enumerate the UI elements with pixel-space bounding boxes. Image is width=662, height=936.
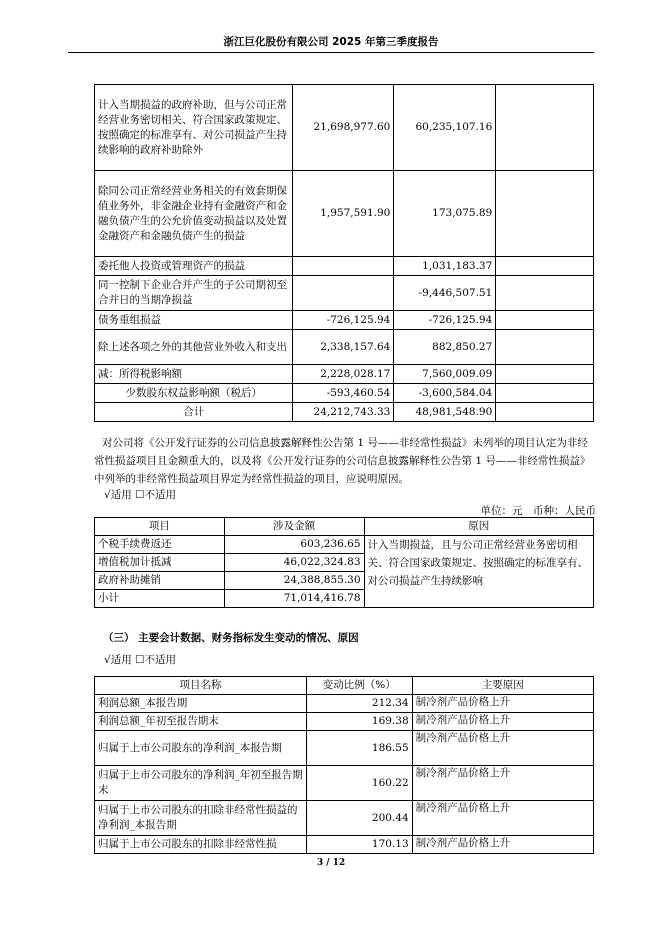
q3-value: -593,460.54 <box>293 384 394 403</box>
ratio-cell: 200.44 <box>306 801 412 836</box>
ratio-cell: 212.34 <box>306 695 412 713</box>
item-cell: 个税手续费返还 <box>95 536 225 554</box>
applicable-flag: √适用 ☐不适用 <box>104 654 176 666</box>
table-row <box>95 766 594 801</box>
row-label: 债务重组损益 <box>95 311 293 330</box>
table-header-row <box>95 677 594 695</box>
table-row <box>95 384 594 403</box>
row-label: 少数股东权益影响额（税后） <box>95 384 293 403</box>
ytd-value: 60,235,107.16 <box>394 85 496 171</box>
table-row <box>95 801 594 836</box>
note-cell <box>496 257 594 276</box>
note-cell <box>496 384 594 403</box>
name-cell: 归属于上市公司股东的扣除非经常性损益的净利润_本报告期 <box>95 801 307 836</box>
amount-cell: 46,022,324.83 <box>224 554 364 572</box>
name-cell: 归属于上市公司股东的净利润_本报告期 <box>95 731 307 766</box>
table-row <box>95 695 594 713</box>
total-label: 合计 <box>95 403 293 422</box>
ytd-value: 173,075.89 <box>394 171 496 257</box>
note-cell <box>496 276 594 311</box>
q3-value: 1,957,591.90 <box>293 171 394 257</box>
ytd-value: 7,560,009.09 <box>394 365 496 384</box>
ytd-value: -3,600,584.04 <box>394 384 496 403</box>
note-cell <box>496 330 594 365</box>
row-label: 除同公司正常经营业务相关的有效套期保值业务外，非金融企业持有金融资产和金融负债产生的公允价值变动损益以及处置金融资产和金融负债产生的损益 <box>95 171 293 257</box>
q3-value <box>293 257 394 276</box>
ratio-cell: 169.38 <box>306 713 412 731</box>
unit-currency-line: 单位：元 币种：人民币 <box>480 505 596 517</box>
header-divider <box>68 52 594 53</box>
table-row <box>95 836 594 854</box>
reason-cell: 制冷剂产品价格上升 <box>412 695 593 713</box>
header-name: 项目名称 <box>95 677 307 695</box>
note-cell <box>496 403 594 422</box>
reason-cell: 制冷剂产品价格上升 <box>412 731 593 766</box>
table-row <box>95 536 594 554</box>
table-row <box>95 731 594 766</box>
table-row <box>95 713 594 731</box>
name-cell: 利润总额_本报告期 <box>95 695 307 713</box>
nonrecurring-table <box>94 84 594 422</box>
change-reasons-table <box>94 676 594 854</box>
header-ratio: 变动比例（%） <box>306 677 412 695</box>
name-cell: 归属于上市公司股东的净利润_年初至报告期末 <box>95 766 307 801</box>
ytd-value: 882,850.27 <box>394 330 496 365</box>
table-header-row <box>95 518 594 536</box>
applicable-flag: √适用 ☐不适用 <box>104 489 176 501</box>
row-label: 减：所得税影响额 <box>95 365 293 384</box>
row-label: 同一控制下企业合并产生的子公司期初至合并日的当期净损益 <box>95 276 293 311</box>
explanation-paragraph: 对公司将《公开发行证券的公司信息披露解释性公告第 1 号——非经常性损益》未列举的项目认定为非经常性损益项目且金额重大的，以及将《公开发行证券的公司信息披露解释性公告第 1 号——非经常性损益》中列举的非经常性损益项目界定为经常性损益的项目，应说明原因。 <box>94 437 591 485</box>
reason-cell: 制冷剂产品价格上升 <box>412 713 593 731</box>
amount-cell: 24,388,855.30 <box>224 572 364 590</box>
header-reason: 主要原因 <box>412 677 593 695</box>
reason-cell: 制冷剂产品价格上升 <box>412 766 593 801</box>
table-row <box>95 311 594 330</box>
row-label: 委托他人投资或管理资产的损益 <box>95 257 293 276</box>
table-row <box>95 365 594 384</box>
header-reason: 原因 <box>364 518 593 536</box>
item-cell: 小计 <box>95 590 225 608</box>
q3-value: -726,125.94 <box>293 311 394 330</box>
table-row <box>95 330 594 365</box>
ytd-value: 1,031,183.37 <box>394 257 496 276</box>
item-cell: 政府补助摊销 <box>95 572 225 590</box>
note-cell <box>496 171 594 257</box>
q3-value: 2,338,157.64 <box>293 330 394 365</box>
table-row <box>95 257 594 276</box>
ratio-cell: 160.22 <box>306 766 412 801</box>
name-cell: 利润总额_年初至报告期末 <box>95 713 307 731</box>
item-cell: 增值税加计抵减 <box>95 554 225 572</box>
row-label: 计入当期损益的政府补助，但与公司正常经营业务密切相关、符合国家政策规定、按照确定的标准享有、对公司损益产生持续影响的政府补助除外 <box>95 85 293 171</box>
table-row <box>95 403 594 422</box>
ratio-cell: 170.13 <box>306 836 412 854</box>
q3-value: 24,212,743.33 <box>293 403 394 422</box>
ratio-cell: 186.55 <box>306 731 412 766</box>
note-cell <box>496 365 594 384</box>
ytd-value: 48,981,548.90 <box>394 403 496 422</box>
ytd-value: -726,125.94 <box>394 311 496 330</box>
reason-cell: 制冷剂产品价格上升 <box>412 801 593 836</box>
q3-value: 2,228,028.17 <box>293 365 394 384</box>
q3-value <box>293 276 394 311</box>
note-cell <box>496 85 594 171</box>
table-row <box>95 276 594 311</box>
reason-cell: 计入当期损益，且与公司正常经营业务密切相关、符合国家政策规定、按照确定的标准享有、对公司损益产生持续影响 <box>364 536 593 608</box>
page-number: 3 / 12 <box>316 858 346 868</box>
amount-cell: 603,236.65 <box>224 536 364 554</box>
q3-value: 21,698,977.60 <box>293 85 394 171</box>
header-item: 项目 <box>95 518 225 536</box>
note-cell <box>496 311 594 330</box>
ytd-value: -9,446,507.51 <box>394 276 496 311</box>
header-amount: 涉及金额 <box>224 518 364 536</box>
name-cell: 归属于上市公司股东的扣除非经常性损 <box>95 836 307 854</box>
table-row <box>95 171 594 257</box>
reason-cell: 制冷剂产品价格上升 <box>412 836 593 854</box>
row-label: 除上述各项之外的其他营业外收入和支出 <box>95 330 293 365</box>
report-header: 浙江巨化股份有限公司 2025 年第三季度报告 <box>223 36 439 48</box>
section-title: （三） 主要会计数据、财务指标发生变动的情况、原因 <box>103 632 359 644</box>
amount-cell: 71,014,416.78 <box>224 590 364 608</box>
table-row <box>95 85 594 171</box>
reclassified-items-table <box>94 517 594 608</box>
